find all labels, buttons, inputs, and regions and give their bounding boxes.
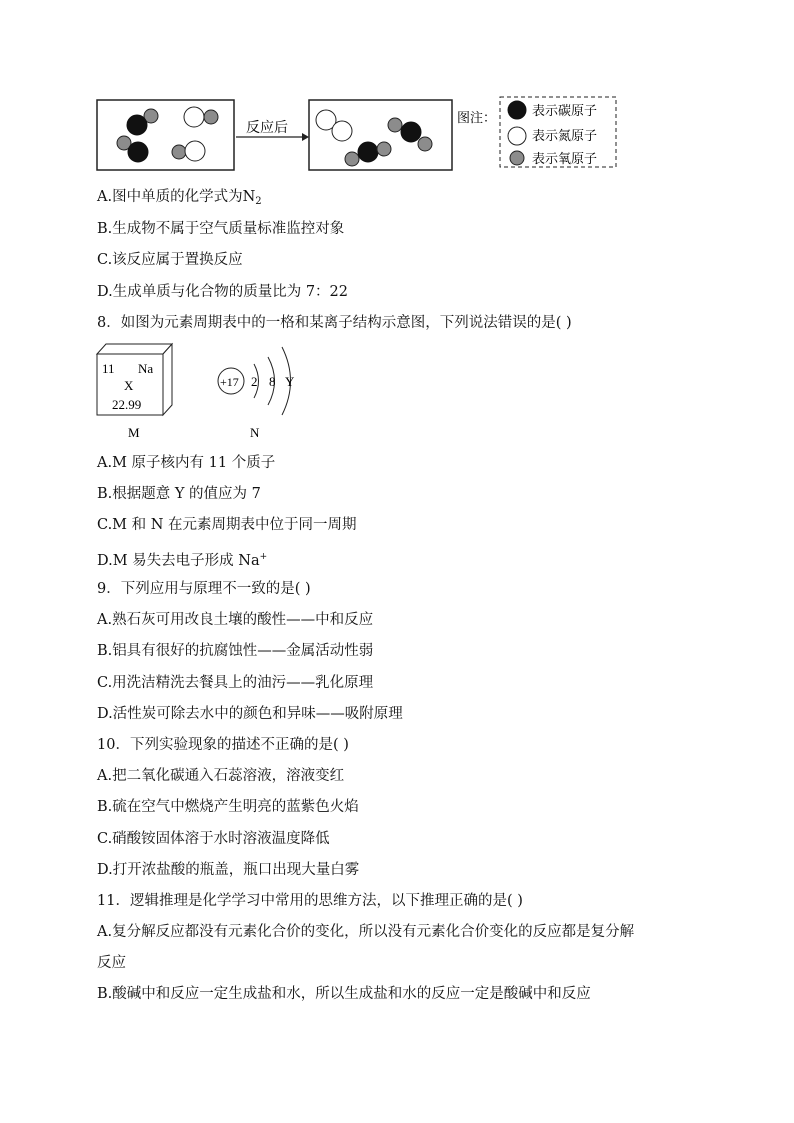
nucleus-charge: +17 bbox=[220, 375, 239, 389]
shell-1-electrons: 2 bbox=[251, 374, 258, 389]
shell-2-electrons: 8 bbox=[269, 374, 276, 389]
q11-option-b: B.酸碱中和反应一定生成盐和水，所以生成盐和水的反应一定是酸碱中和反应 bbox=[97, 986, 591, 1002]
q9-stem: 9．下列应用与原理不一致的是( ) bbox=[97, 581, 311, 597]
q9-option-d: D.活性炭可除去水中的颜色和异味——吸附原理 bbox=[97, 706, 403, 722]
q8-option-d-text: D.M 易失去电子形成 Na bbox=[97, 553, 260, 569]
q10-stem: 10．下列实验现象的描述不正确的是( ) bbox=[97, 737, 349, 753]
cell-top-face bbox=[97, 344, 172, 354]
q9-option-b: B.铝具有很好的抗腐蚀性——金属活动性弱 bbox=[97, 643, 374, 659]
q7-option-a-subscript: 2 bbox=[255, 196, 262, 207]
q11-option-a-line1: A.复分解反应都没有元素化合价的变化，所以没有元素化合价变化的反应都是复分解 bbox=[97, 924, 635, 940]
q10-option-d: D.打开浓盐酸的瓶盖，瓶口出现大量白雾 bbox=[97, 862, 360, 878]
arrow-label: 反应后 bbox=[246, 120, 288, 136]
atomic-number: 11 bbox=[102, 361, 115, 376]
element-name: X bbox=[124, 378, 134, 393]
q10-option-b: B.硫在空气中燃烧产生明亮的蓝紫色火焰 bbox=[97, 799, 359, 815]
q8-option-c: C.M 和 N 在元素周期表中位于同一周期 bbox=[97, 517, 357, 533]
atomic-mass: 22.99 bbox=[112, 397, 142, 412]
q10-option-a: A.把二氧化碳通入石蕊溶液，溶液变红 bbox=[97, 768, 345, 784]
legend-title: 图注： bbox=[457, 111, 497, 126]
legend-oxygen-label: 表示氧原子 bbox=[532, 152, 598, 167]
q8-option-a: A.M 原子核内有 11 个质子 bbox=[97, 455, 276, 471]
q8-stem: 8．如图为元素周期表中的一格和某离子结构示意图，下列说法错误的是( ) bbox=[97, 315, 572, 331]
shell-3-electrons: Y bbox=[285, 374, 295, 389]
element-symbol: Na bbox=[138, 361, 154, 376]
q7-option-d: D.生成单质与化合物的质量比为 7：22 bbox=[97, 284, 349, 300]
cell-caption: M bbox=[128, 425, 140, 440]
legend-nitrogen-label: 表示氮原子 bbox=[532, 129, 598, 144]
q9-option-a: A.熟石灰可用改良土壤的酸性——中和反应 bbox=[97, 612, 374, 628]
q11-option-a-line2: 反应 bbox=[97, 955, 126, 971]
q11-stem: 11．逻辑推理是化学学习中常用的思维方法，以下推理正确的是( ) bbox=[97, 893, 523, 909]
q7-option-b: B.生成物不属于空气质量标准监控对象 bbox=[97, 221, 345, 237]
q8-diagram bbox=[0, 0, 794, 450]
ion-caption: N bbox=[250, 425, 260, 440]
q8-option-d-superscript: + bbox=[259, 552, 268, 562]
q8-option-b: B.根据题意 Y 的值应为 7 bbox=[97, 486, 261, 502]
legend-carbon-label: 表示碳原子 bbox=[532, 104, 598, 119]
q10-option-c: C.硝酸铵固体溶于水时溶液温度降低 bbox=[97, 831, 330, 847]
q8-option-d bbox=[97, 547, 267, 571]
cell-side-face bbox=[163, 344, 172, 415]
q7-option-a-text: A.图中单质的化学式为N bbox=[97, 189, 256, 205]
q7-option-c: C.该反应属于置换反应 bbox=[97, 252, 243, 268]
q9-option-c: C.用洗洁精洗去餐具上的油污——乳化原理 bbox=[97, 675, 374, 691]
